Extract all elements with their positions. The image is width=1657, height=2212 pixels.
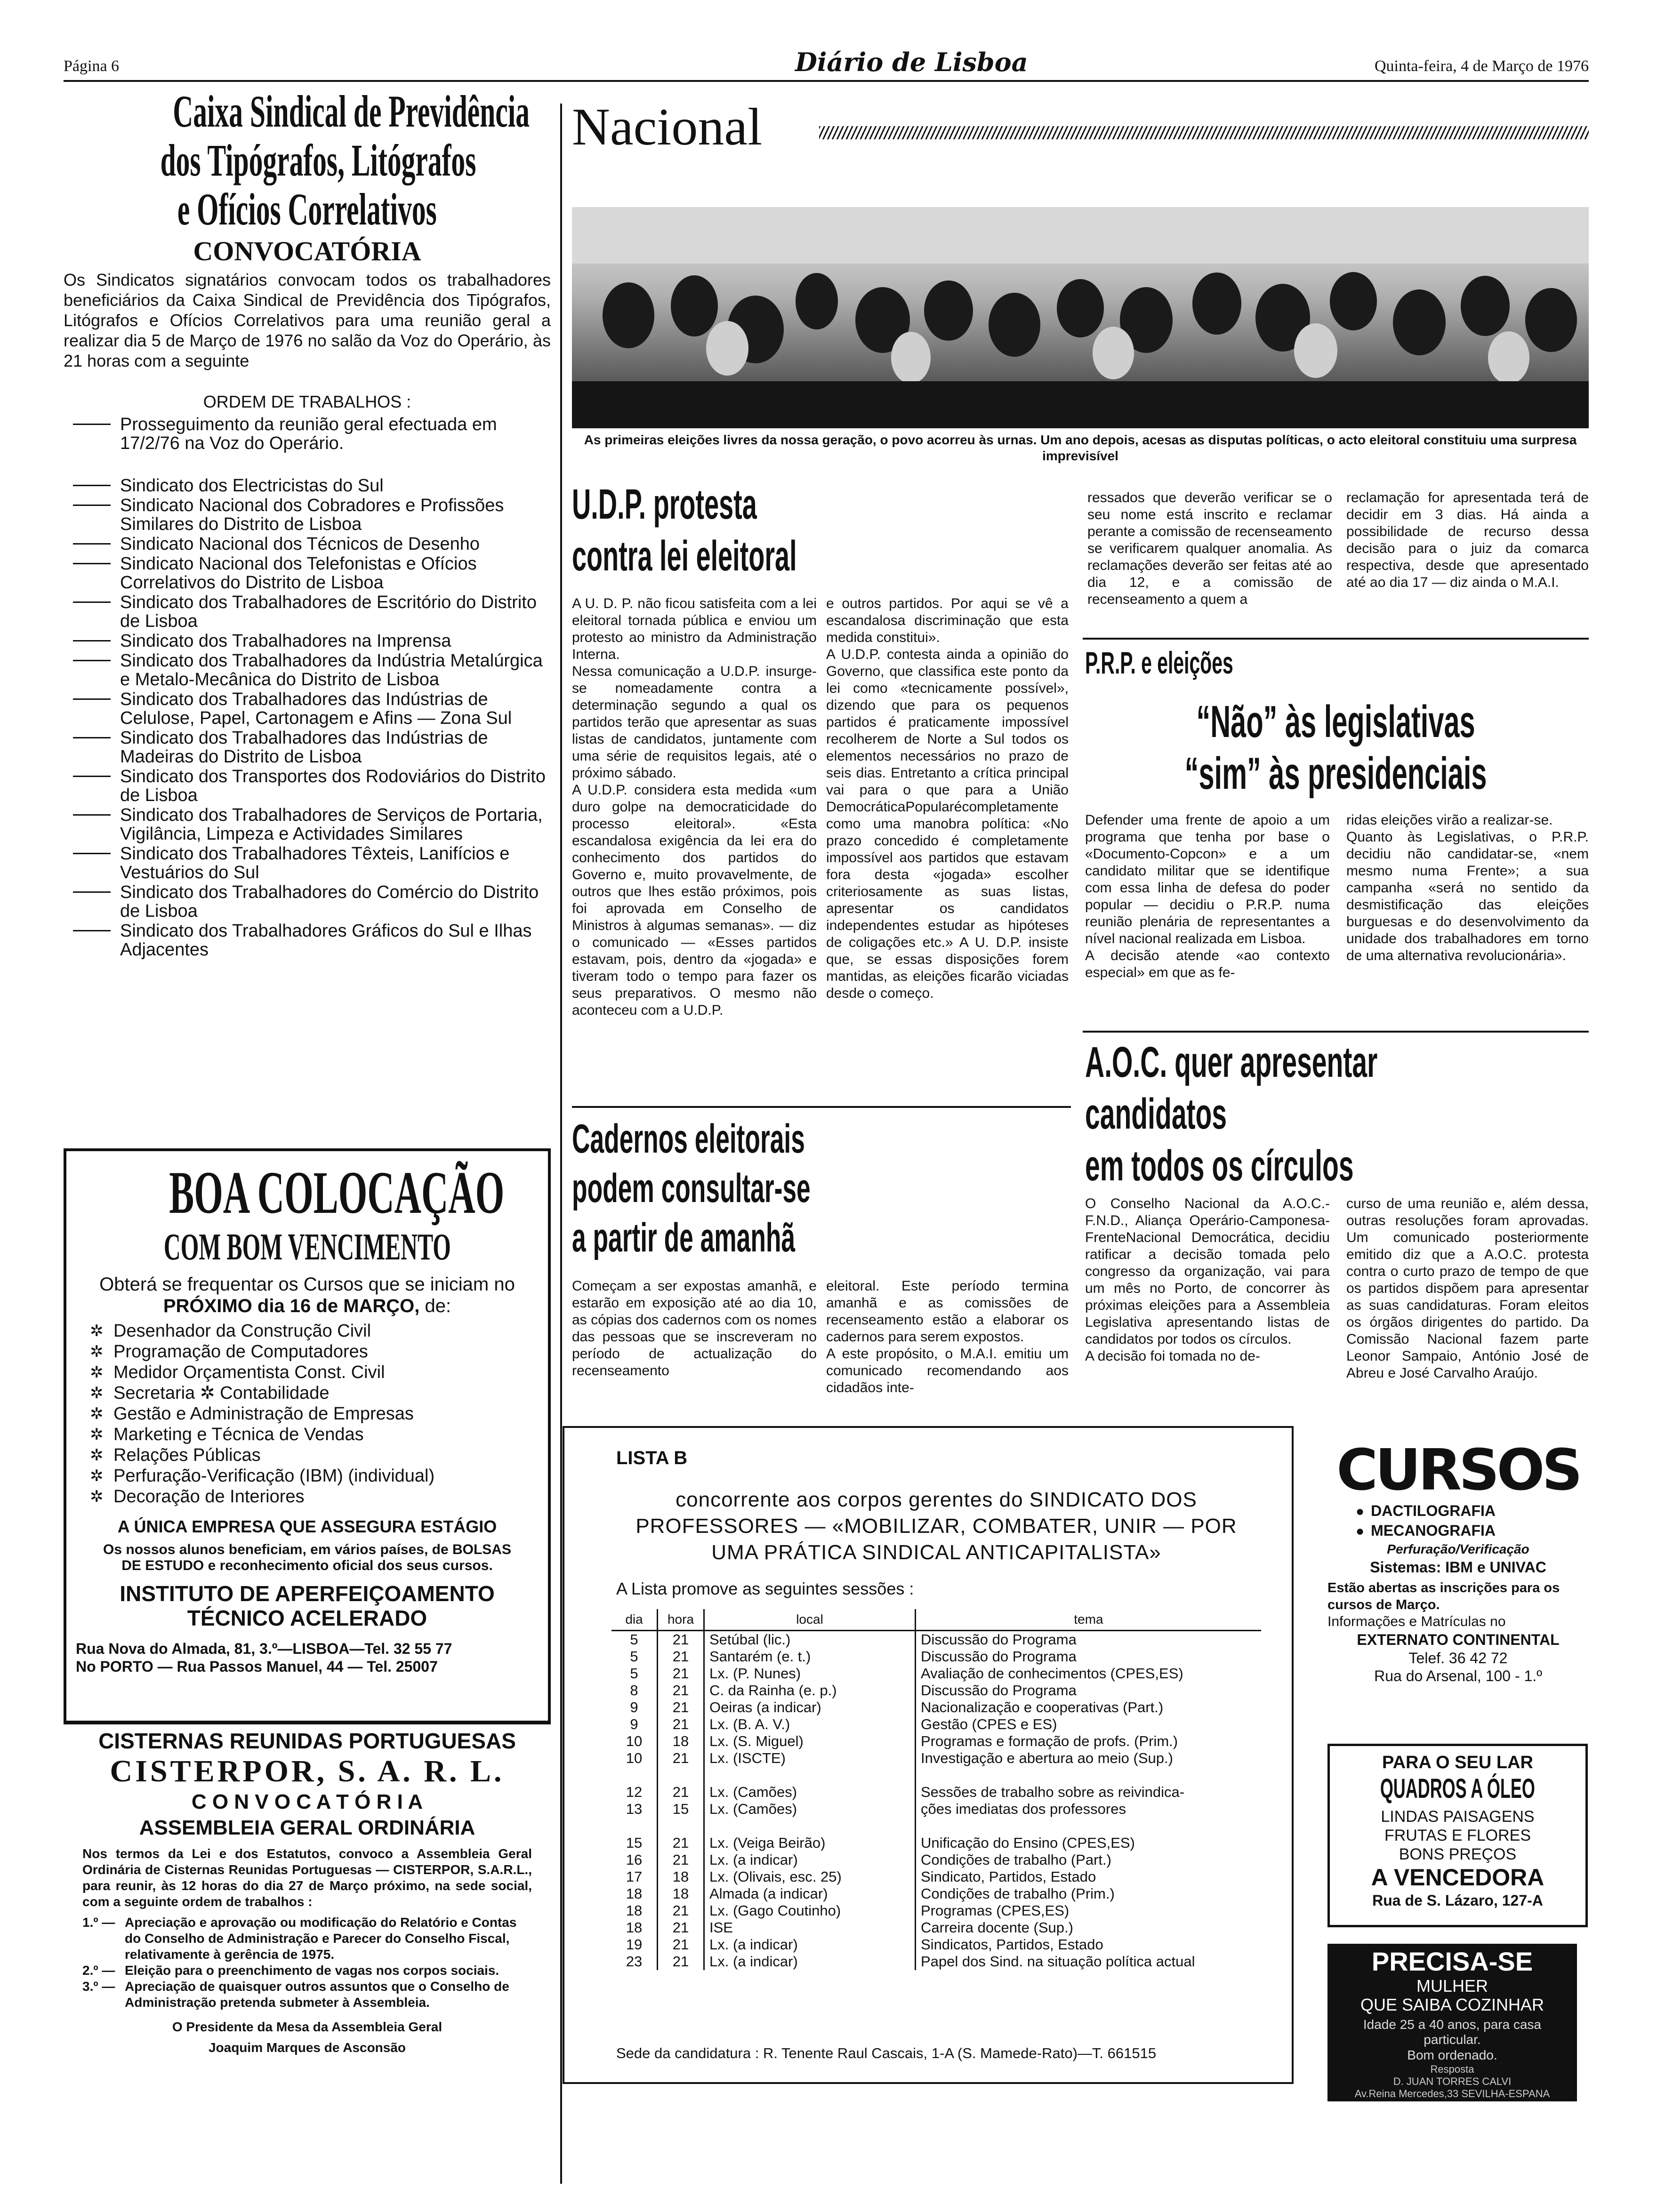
cister-line-3: C O N V O C A T Ó R I A	[191, 1790, 423, 1813]
session-topic: Discussão do Programa	[916, 1682, 1262, 1699]
boa-institute-1: INSTITUTO DE APERFEIÇOAMENTO	[120, 1581, 495, 1606]
precisa-line-3: QUE SAIBA COZINHAR	[1360, 1995, 1544, 2014]
session-topic: Programas (CPES,ES)	[916, 1902, 1262, 1919]
session-topic	[916, 1767, 1262, 1784]
session-hour: 21	[658, 1750, 704, 1767]
session-row	[611, 1801, 1261, 1818]
course-item: ✲ Relações Públicas	[90, 1445, 261, 1465]
cister-line-2: CISTERPOR, S. A. R. L.	[110, 1754, 505, 1788]
cadernos-column-1: Começam a ser expostas amanhã, e estarão em exposição até ao dia 10, as cópias dos cadernos com os nomes das pessoas que se inscreveram no período de actualização do recenseamento	[572, 1278, 817, 1378]
session-topic: ções imediatas dos professores	[916, 1801, 1262, 1818]
session-row	[611, 1885, 1261, 1902]
aoc-title-1: A.O.C. quer apresentar	[1085, 1038, 1378, 1086]
cursos-ad	[1327, 1440, 1589, 1685]
cursos-line-6: Informações e Matrículas no	[1327, 1614, 1506, 1629]
caixa-title-line-3: e Ofícios Correlativos	[177, 184, 437, 234]
cadernos-title-2: podem consultar-se	[572, 1166, 811, 1211]
session-hour: 15	[658, 1801, 704, 1818]
cursos-line-9: Rua do Arsenal, 100 - 1.º	[1374, 1667, 1542, 1684]
boa-institute-2: TÉCNICO ACELERADO	[187, 1606, 427, 1630]
cursos-line-5: Estão abertas as inscrições para os cursos de Março.	[1327, 1580, 1560, 1612]
cursos-line-8: Telef. 36 42 72	[1408, 1650, 1508, 1667]
session-row	[611, 1682, 1261, 1699]
udp-column-2: e outros partidos. Por aqui se vê a escandalosa discriminação que esta medida constitui». A U.D.P. contesta ainda a opinião do Governo, que classifica este ponto da lei como «tecnicamente possível», dizendo que para os pequenos partidos é praticamente impossível recolherem de Norte a Sul todos os elementos necessários no prazo de seis dias. Entretanto a crítica principal vai para o que para a União DemocráticaPopularécompletamente como uma manobra política: «No prazo concedido é completamente impossível aos partidos que estavam fora desta «jogada» escolher criteriosamente as suas listas, apresentar os candidatos independentes estudar as hipóteses de coligações etc.» A U. D.P. insiste que, se essas disposições forem mantidas, as eleições ficarão viciadas desde o começo.	[826, 596, 1069, 1001]
session-place: Lx. (B. A. V.)	[704, 1716, 916, 1733]
session-place: Lx. (P. Nunes)	[704, 1665, 916, 1682]
hatch-band	[819, 126, 1589, 139]
cursos-line-7: EXTERNATO CONTINENTAL	[1357, 1631, 1560, 1648]
session-place: ISE	[704, 1919, 916, 1936]
session-day: 15	[626, 1835, 643, 1851]
session-day: 19	[626, 1936, 643, 1953]
newspaper-title: Diário de Lisboa	[788, 47, 1035, 77]
aoc-title-3: em todos os círculos	[1085, 1142, 1354, 1190]
union-item: Sindicato dos Transportes dos Rodoviários do Distrito de Lisboa	[64, 767, 551, 805]
session-row	[611, 1733, 1261, 1750]
session-topic: Investigação e abertura ao meio (Sup.)	[916, 1750, 1262, 1767]
cisterpor-notice	[64, 1728, 551, 2056]
caixa-title-line-1: Caixa Sindical de Previdência	[173, 86, 530, 136]
course-item: ✲ Programação de Computadores	[90, 1342, 368, 1362]
session-place: Santarém (e. t.)	[704, 1648, 916, 1665]
udp-column-1: A U. D. P. não ficou satisfeita com a lei eleitoral tornada pública e enviou um protesto ao ministro da Administração Interna. Nessa comunicação a U.D.P. insurge-se nomeadamente contra a determinação segundo a qual os partidos terão que apresentar as suas listas de candidatos, juntamente com uma série de requisitos legais, até o próximo sábado. A U.D.P. considera esta medida «um duro golpe na democraticidade do processo eleitoral». «Esta escandalosa exigência da lei era do conhecimento dos partidos do Governo e, muito provavelmente, de outros que lhes estão próximos, pois foi aprovada em Conselho de Ministros à algumas semanas». — diz o comunicado — «Esses partidos estavam, pois, dentro da «jogada» e tiveram todo o tempo para fazer os seus preparativos. O mesmo não aconteceu com a U.D.P.	[572, 596, 817, 1018]
union-item: Sindicato Nacional dos Cobradores e Profissões Similares do Distrito de Lisboa	[64, 496, 551, 534]
caixa-order-title: ORDEM DE TRABALHOS :	[203, 392, 411, 411]
boa-course-list	[66, 1317, 548, 1507]
session-day: 18	[626, 1919, 643, 1936]
session-place: Lx. (a indicar)	[704, 1851, 916, 1868]
caixa-order-item: Prosseguimento da reunião geral efectuada em 17/2/76 na Voz do Operário.	[64, 415, 551, 453]
union-item: Sindicato dos Trabalhadores de Serviços de Portaria, Vigilância, Limpeza e Actividades Similares	[64, 806, 551, 843]
lista-b-intro: concorrente aos corpos gerentes do SINDICATO DOS PROFESSORES — «MOBILIZAR, COMBATER, UNIR — POR UMA PRÁTICA SINDICAL ANTICAPITALISTA»	[635, 1488, 1237, 1564]
prp-column-1: Defender uma frente de apoio a um programa que tenha por base o «Documento-Copcon» e a um candidato militar que se identifique com essa linha de defesa do poder popular — decidiu o P.R.P. numa reunião plenária de representantes a nível nacional realizada em Lisboa. A decisão atende «ao contexto especial» em que as fe-	[1085, 812, 1330, 980]
session-topic: Nacionalização e cooperativas (Part.)	[916, 1699, 1262, 1716]
session-place: Setúbal (lic.)	[704, 1631, 916, 1649]
session-topic: Sindicatos, Partidos, Estado	[916, 1936, 1262, 1953]
session-place	[704, 1767, 916, 1784]
session-topic: Discussão do Programa	[916, 1631, 1262, 1649]
boa-title-2: COM BOM VENCIMENTO	[163, 1226, 451, 1268]
session-topic: Sessões de trabalho sobre as reivindica-	[916, 1784, 1262, 1801]
crowd-image	[572, 207, 1589, 428]
session-row	[611, 1936, 1261, 1953]
quadros-line-7: Rua de S. Lázaro, 127-A	[1372, 1892, 1543, 1909]
lista-b-promo: A Lista promove as seguintes sessões :	[616, 1579, 914, 1598]
aoc-column-2: curso de uma reunião e, além dessa, outras resoluções foram aprovadas. Um comunicado posteriormente emitido diz que a A.O.C. protesta contra o curto prazo de tempo de que os partidos dispõem para apresentar as suas candidaturas. Foram eleitos os órgãos dirigentes do partido. Da Comissão Nacional fazem parte Leonor Sampaio, António José de Abreu e José Carvalho Araújo.	[1346, 1196, 1589, 1381]
udp-article	[572, 480, 1071, 581]
session-topic: Condições de trabalho (Prim.)	[916, 1885, 1262, 1902]
course-item: ✲ Gestão e Administração de Empresas	[90, 1404, 414, 1424]
session-hour: 21	[658, 1631, 704, 1649]
caixa-title-line-2: dos Tipógrafos, Litógrafos	[160, 135, 476, 185]
prp-title-2: “sim” às presidenciais	[1184, 748, 1487, 799]
union-item: Sindicato Nacional dos Telefonistas e Ofícios Correlativos do Distrito de Lisboa	[64, 554, 551, 592]
session-day: 5	[630, 1648, 638, 1665]
session-place: Lx. (Gago Coutinho)	[704, 1902, 916, 1919]
union-item: Sindicato dos Trabalhadores da Indústria Metalúrgica e Metalo-Mecânica do Distrito de Lisboa	[64, 651, 551, 689]
session-row	[611, 1784, 1261, 1801]
cister-signature-2: Joaquim Marques de Asconsão	[208, 2040, 406, 2055]
union-item: Sindicato dos Trabalhadores Têxteis, Lanifícios e Vestuários do Sul	[64, 844, 551, 882]
session-place: Almada (a indicar)	[704, 1885, 916, 1902]
session-place: Lx. (a indicar)	[704, 1936, 916, 1953]
precisa-ad	[1327, 1944, 1577, 2101]
precisa-line-8: Av.Reina Mercedes,33 SEVILHA-ESPANA	[1354, 2088, 1550, 2100]
course-item: ✲ Decoração de Interiores	[90, 1487, 305, 1507]
cursos-bullet-2: ● MECANOGRAFIA	[1356, 1522, 1496, 1539]
cister-signature-1: O Presidente da Mesa da Assembleia Geral	[172, 2020, 442, 2034]
recenseamento-continued-1: ressados que deverão verificar se o seu nome está inscrito e reclamar perante a comissão de recenseamento se verificarem qualquer anomalia. As reclamações deverão ser feitas até ao dia 12, e a comissão de recenseamento a quem a	[1087, 490, 1332, 607]
lista-b-footer: Sede da candidatura : R. Tenente Raul Cascais, 1-A (S. Mamede-Rato)—T. 661515	[616, 2045, 1157, 2061]
cister-item: 1.º — Apreciação e aprovação ou modificação do Relatório e Contas do Conselho de Administração e Parecer do Conselho Fiscal, relativamente à gerência de 1975.	[82, 1915, 517, 1962]
session-day: 8	[630, 1682, 638, 1699]
session-hour: 21	[658, 1936, 704, 1953]
session-place: Lx. (Olivais, esc. 25)	[704, 1868, 916, 1885]
page-header	[64, 47, 1589, 82]
course-item: ✲ Desenhador da Construção Civil	[90, 1321, 371, 1341]
session-place: Lx. (S. Miguel)	[704, 1733, 916, 1750]
course-item: ✲ Secretaria ✲ Contabilidade	[90, 1383, 330, 1403]
cadernos-column-2: eleitoral. Este período termina amanhã e as comissões de recenseamento estão a elaborar os cadernos para serem expostos. A este propósito, o M.A.I. emitiu um comunicado recomendando aos cidadãos inte-	[826, 1278, 1069, 1395]
session-place	[704, 1818, 916, 1835]
aoc-title-2: candidatos	[1085, 1090, 1227, 1138]
session-hour: 18	[658, 1868, 704, 1885]
quadros-line-6: A VENCEDORA	[1371, 1864, 1544, 1891]
session-topic: Sindicato, Partidos, Estado	[916, 1868, 1262, 1885]
session-hour: 21	[658, 1953, 704, 1970]
boa-address-2: No PORTO — Rua Passos Manuel, 44 — Tel. 25007	[76, 1658, 438, 1675]
session-hour	[658, 1818, 704, 1835]
cister-line-1: CISTERNAS REUNIDAS PORTUGUESAS	[98, 1729, 516, 1753]
session-day: 9	[630, 1716, 638, 1732]
session-hour: 21	[658, 1716, 704, 1733]
boa-title-1: BOA COLOCAÇÃO	[169, 1159, 505, 1226]
session-hour: 21	[658, 1835, 704, 1851]
session-topic: Avaliação de conhecimentos (CPES,ES)	[916, 1665, 1262, 1682]
session-row	[611, 1818, 1261, 1835]
cursos-title: CURSOS	[1336, 1438, 1580, 1503]
aoc-column-1: O Conselho Nacional da A.O.C.-F.N.D., Aliança Operário-Camponesa-FrenteNacional Democrática, decidiu ratificar a decisão tomada pelo congresso da organização, vai para um mês no Porto, de concorrer às próximas eleições para a Assembleia Legislativa apresentando listas de candidatos por todos os círculos. A decisão foi tomada no de-	[1085, 1196, 1330, 1364]
session-hour	[658, 1767, 704, 1784]
precisa-line-5: Bom ordenado.	[1407, 2048, 1497, 2062]
session-day	[611, 1767, 658, 1784]
session-hour: 21	[658, 1919, 704, 1936]
quadros-line-1: PARA O SEU LAR	[1382, 1753, 1533, 1772]
session-row	[611, 1835, 1261, 1851]
lista-b-ad	[563, 1426, 1294, 2084]
course-item: ✲ Medidor Orçamentista Const. Civil	[90, 1362, 385, 1382]
session-place: Lx. (a indicar)	[704, 1953, 916, 1970]
session-day: 5	[630, 1665, 638, 1682]
cadernos-title-1: Cadernos eleitorais	[572, 1116, 805, 1162]
boa-colocacao-ad	[64, 1148, 551, 1723]
session-hour: 21	[658, 1648, 704, 1665]
udp-title-1: U.D.P. protesta	[572, 481, 757, 528]
session-place: Lx. (Camões)	[704, 1801, 916, 1818]
page-number: Página 6	[64, 57, 120, 75]
session-row	[611, 1699, 1261, 1716]
course-item: ✲ Perfuração-Verificação (IBM) (individual)	[90, 1466, 435, 1486]
session-day: 16	[626, 1851, 643, 1868]
session-topic: Programas e formação de profs. (Prim.)	[916, 1733, 1262, 1750]
cursos-bullet-1: ● DACTILOGRAFIA	[1356, 1502, 1496, 1519]
session-place: C. da Rainha (e. p.)	[704, 1682, 916, 1699]
union-item: Sindicato dos Trabalhadores das Indústrias de Celulose, Papel, Cartonagem e Afins — Zona Sul	[64, 690, 551, 728]
session-day: 5	[630, 1631, 638, 1648]
session-hour: 21	[658, 1665, 704, 1682]
cister-item: 3.º — Apreciação de quaisquer outros assuntos que o Conselho de Administração pretenda submeter à Assembleia.	[82, 1979, 509, 2010]
union-item: Sindicato dos Trabalhadores na Imprensa	[64, 632, 551, 650]
session-topic: Condições de trabalho (Part.)	[916, 1851, 1262, 1868]
session-row	[611, 1767, 1261, 1784]
session-day: 13	[626, 1801, 643, 1817]
cursos-line-3: Perfuração/Verificação	[1387, 1542, 1529, 1556]
section-label-nacional: Nacional	[572, 98, 763, 156]
prp-kicker: P.R.P. e eleições	[1085, 645, 1233, 680]
quadros-line-5: BONS PREÇOS	[1399, 1845, 1517, 1863]
caixa-intro: Os Sindicatos signatários convocam todos os trabalhadores beneficiários da Caixa Sindical de Previdência dos Tipógrafos, Litógrafos e Ofícios Correlativos para uma reunião geral a realizar dia 5 de Março de 1976 no salão da Voz do Operário, às 21 horas com a seguinte	[64, 270, 551, 370]
session-day: 23	[626, 1953, 643, 1970]
session-topic: Unificação do Ensino (CPES,ES)	[916, 1835, 1262, 1851]
prp-column-2: ridas eleições virão a realizar-se. Quanto às Legislativas, o P.R.P. decidiu não candidatar-se, «nem mesmo numa Frente»; a sua campanha «será no sentido da desmistificação das eleições burguesas e do desenvolvimento da unidade dos trabalhadores em torno de uma alternativa revolucionária».	[1346, 812, 1589, 963]
session-hour: 18	[658, 1733, 704, 1750]
session-place: Lx. (ISCTE)	[704, 1750, 916, 1767]
cister-body: Nos termos da Lei e dos Estatutos, convoco a Assembleia Geral Ordinária de Cisternas Reunidas Portuguesas — CISTERPOR, S.A.R.L., para reunir, às 12 horas do dia 27 de Março próximo, na sede social, com a seguinte ordem de trabalhos :	[82, 1846, 532, 1909]
session-row	[611, 1750, 1261, 1767]
session-place: Oeiras (a indicar)	[704, 1699, 916, 1716]
precisa-line-1: PRECISA-SE	[1371, 1947, 1533, 1976]
boa-address-1: Rua Nova do Almada, 81, 3.º—LISBOA—Tel. 32 55 77	[76, 1640, 452, 1657]
union-item: Sindicato Nacional dos Técnicos de Desenho	[64, 535, 551, 553]
session-day: 10	[626, 1750, 643, 1766]
caixa-subtitle: CONVOCATÓRIA	[193, 236, 421, 266]
session-day: 18	[626, 1902, 643, 1919]
session-day: 17	[626, 1868, 643, 1885]
session-topic: Gestão (CPES e ES)	[916, 1716, 1262, 1733]
prp-title-1: “Não” às legislativas	[1196, 697, 1475, 747]
cister-items	[64, 1910, 551, 2011]
cadernos-title-3: a partir de amanhã	[572, 1215, 796, 1260]
session-day: 12	[626, 1784, 643, 1800]
session-row	[611, 1868, 1261, 1885]
session-row	[611, 1631, 1261, 1649]
boa-note: Os nossos alunos beneficiam, em vários países, de BOLSAS DE ESTUDO e reconhecimento oficial dos seus cursos.	[103, 1542, 511, 1573]
precisa-line-6: Resposta	[1430, 2063, 1474, 2075]
session-hour: 21	[658, 1784, 704, 1801]
precisa-line-4: Idade 25 a 40 anos, para casa particular.	[1363, 2017, 1542, 2047]
session-topic: Carreira docente (Sup.)	[916, 1919, 1262, 1936]
cister-line-4: ASSEMBLEIA GERAL ORDINÁRIA	[139, 1816, 475, 1839]
union-item: Sindicato dos Trabalhadores do Comércio do Distrito de Lisboa	[64, 883, 551, 921]
quadros-ad	[1327, 1744, 1588, 1927]
cursos-line-4: Sistemas: IBM e UNIVAC	[1370, 1559, 1546, 1576]
session-row	[611, 1953, 1261, 1970]
boa-claim: A ÚNICA EMPRESA QUE ASSEGURA ESTÁGIO	[117, 1517, 497, 1536]
session-row	[611, 1665, 1261, 1682]
session-day	[611, 1818, 658, 1835]
session-day: 9	[630, 1699, 638, 1715]
session-row	[611, 1902, 1261, 1919]
boa-intro: Obterá se frequentar os Cursos que se iniciam no PRÓXIMO dia 16 de MARÇO, de:	[99, 1274, 515, 1316]
session-hour: 18	[658, 1885, 704, 1902]
session-day: 18	[626, 1885, 643, 1902]
session-row	[611, 1919, 1261, 1936]
precisa-line-7: D. JUAN TORRES CALVI	[1393, 2076, 1512, 2087]
session-topic: Discussão do Programa	[916, 1648, 1262, 1665]
session-row	[611, 1716, 1261, 1733]
caixa-sindical-notice	[64, 87, 551, 960]
sessions-header-row	[611, 1609, 1261, 1631]
cister-item: 2.º — Eleição para o preenchimento de vagas nos corpos sociais.	[82, 1963, 499, 1978]
session-day: 10	[626, 1733, 643, 1749]
udp-title-2: contra lei eleitoral	[572, 533, 797, 580]
union-item: Sindicato dos Trabalhadores das Indústrias de Madeiras do Distrito de Lisboa	[64, 729, 551, 766]
lista-b-title: LISTA B	[616, 1448, 688, 1468]
recenseamento-continued-2: reclamação for apresentada terá de decidir em 3 dias. Há ainda a possibilidade de recurso dessa decisão para o juiz da comarca respectiva, desde que apresentado até ao dia 17 — diz ainda o M.A.I.	[1346, 490, 1589, 590]
session-topic	[916, 1818, 1262, 1835]
union-item: Sindicato dos Trabalhadores de Escritório do Distrito de Lisboa	[64, 593, 551, 631]
precisa-line-2: MULHER	[1416, 1976, 1488, 1996]
caixa-union-list	[64, 476, 551, 959]
col-hora: hora	[658, 1609, 704, 1631]
photo-caption: As primeiras eleições livres da nossa geração, o povo acorreu às urnas. Um ano depois, acesas as disputas políticas, o acto eleitoral constituiu uma surpresa imprevisível	[584, 433, 1577, 463]
session-place: Lx. (Camões)	[704, 1784, 916, 1801]
session-place: Lx. (Veiga Beirão)	[704, 1835, 916, 1851]
session-hour: 21	[658, 1851, 704, 1868]
sessions-table	[611, 1609, 1261, 1970]
col-tema: tema	[916, 1609, 1262, 1631]
union-item: Sindicato dos Electricistas do Sul	[64, 476, 551, 495]
quadros-line-4: FRUTAS E FLORES	[1384, 1827, 1531, 1844]
session-topic: Papel dos Sind. na situação política actual	[916, 1953, 1262, 1970]
crowd-photo	[572, 207, 1589, 428]
session-hour: 21	[658, 1699, 704, 1716]
union-item: Sindicato dos Trabalhadores Gráficos do Sul e Ilhas Adjacentes	[64, 922, 551, 959]
session-row	[611, 1648, 1261, 1665]
col-dia: dia	[611, 1609, 658, 1631]
quadros-line-3: LINDAS PAISAGENS	[1381, 1808, 1535, 1826]
session-hour: 21	[658, 1902, 704, 1919]
course-item: ✲ Marketing e Técnica de Vendas	[90, 1425, 364, 1444]
session-row	[611, 1851, 1261, 1868]
col-local: local	[704, 1609, 916, 1631]
issue-date: Quinta-feira, 4 de Março de 1976	[1374, 57, 1589, 75]
sessions-body	[611, 1631, 1261, 1971]
quadros-line-2: QUADROS A ÓLEO	[1380, 1773, 1535, 1804]
session-hour: 21	[658, 1682, 704, 1699]
